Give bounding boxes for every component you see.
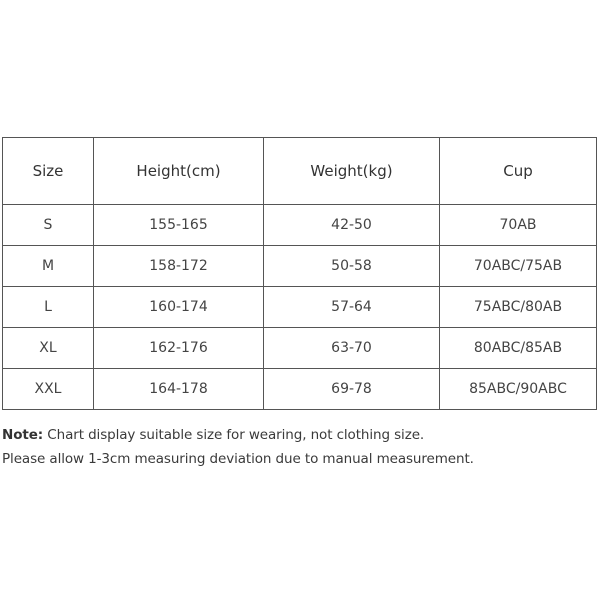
cell-height: 162-176 (94, 328, 264, 369)
header-size: Size (3, 138, 94, 205)
header-weight: Weight(kg) (264, 138, 440, 205)
cell-weight: 42-50 (264, 205, 440, 246)
cell-height: 164-178 (94, 369, 264, 410)
cell-weight: 63-70 (264, 328, 440, 369)
header-height: Height(cm) (94, 138, 264, 205)
cell-weight: 57-64 (264, 287, 440, 328)
table-header (3, 138, 597, 205)
cell-cup: 85ABC/90ABC (440, 369, 597, 410)
cell-cup: 70ABC/75AB (440, 246, 597, 287)
note-text: Chart display suitable size for wearing, not clothing size. (43, 427, 425, 443)
table-row (3, 328, 597, 369)
size-chart-table (2, 137, 597, 410)
header-row (3, 138, 597, 205)
cell-size: XXL (3, 369, 94, 410)
table-row (3, 369, 597, 410)
note-line-1 (2, 427, 598, 443)
note-prefix: Note: (2, 427, 44, 443)
cell-size: L (3, 287, 94, 328)
table-row (3, 246, 597, 287)
header-cup: Cup (440, 138, 597, 205)
cell-height: 158-172 (94, 246, 264, 287)
cell-size: M (3, 246, 94, 287)
cell-cup: 75ABC/80AB (440, 287, 597, 328)
table-body (3, 205, 597, 410)
table-row (3, 205, 597, 246)
cell-size: XL (3, 328, 94, 369)
note-line-2: Please allow 1-3cm measuring deviation due to manual measurement. (2, 451, 474, 467)
cell-cup: 80ABC/85AB (440, 328, 597, 369)
cell-weight: 50-58 (264, 246, 440, 287)
table-row (3, 287, 597, 328)
cell-cup: 70AB (440, 205, 597, 246)
cell-height: 160-174 (94, 287, 264, 328)
cell-size: S (3, 205, 94, 246)
cell-height: 155-165 (94, 205, 264, 246)
cell-weight: 69-78 (264, 369, 440, 410)
